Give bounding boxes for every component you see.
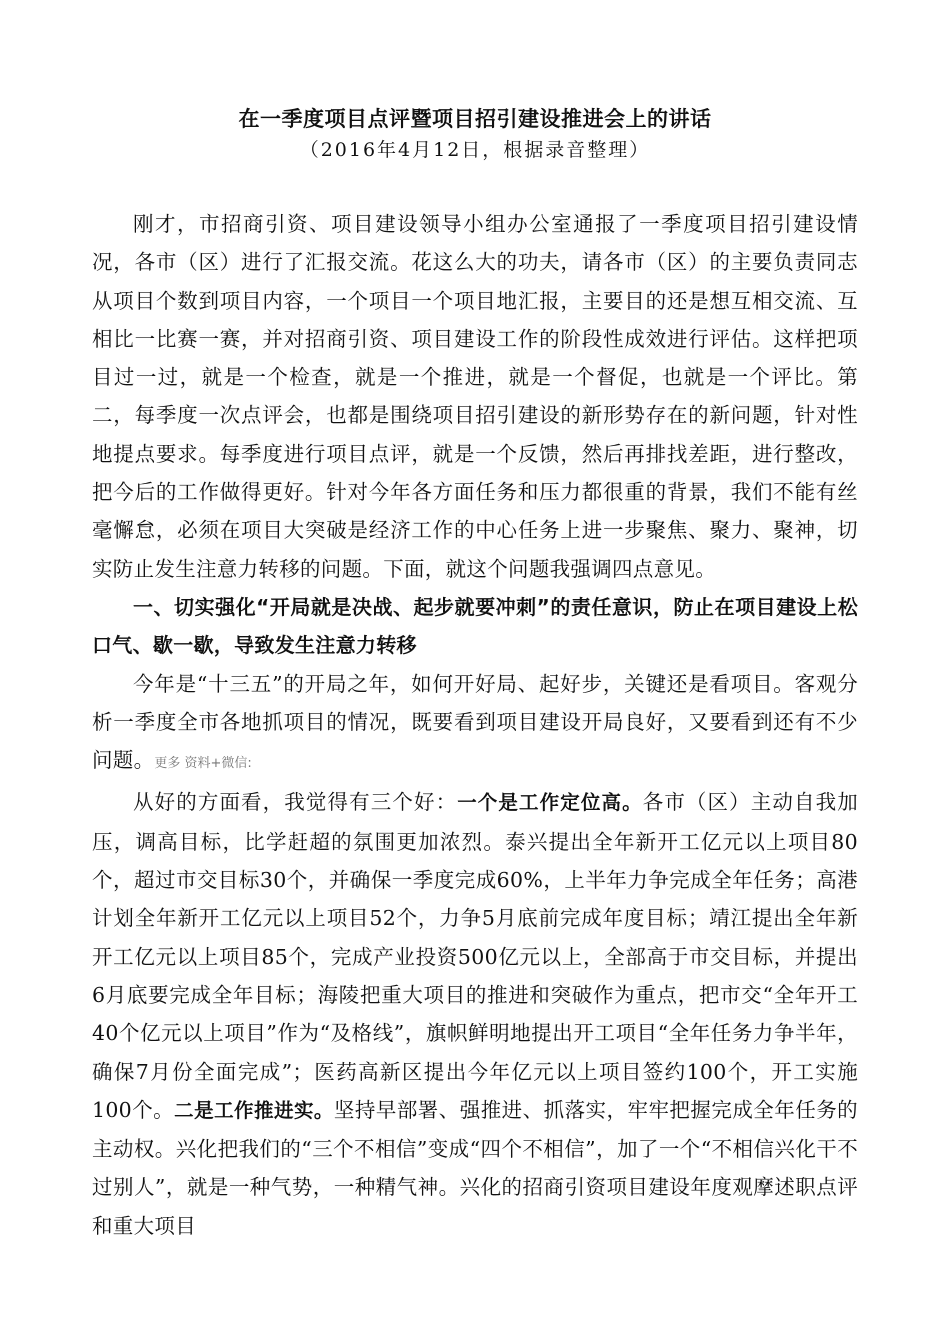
paragraph-good-aspects [92,783,858,1245]
section-heading-1: 一、切实强化“开局就是决战、起步就要冲刺”的责任意识，防止在项目建设上松口气、歇一歇，导致发生注意力转移 [92,594,858,658]
point-2-heading: 二是工作推进实。 [174,1098,334,1122]
document-body [92,205,858,1245]
point-1-heading: 一个是工作定位高。 [457,791,643,815]
paragraph-good-aspects-lead: 从好的方面看，我觉得有三个好： [133,790,458,815]
watermark-note: 更多 资料+微信: [154,756,252,772]
paragraph-overview [92,665,858,784]
point-2-text: 坚持早部署、强推进、抓落实，牢牢把握完成全年任务的主动权。兴化把我们的“三个不相信”变成“四个不相信”，加了一个“不相信兴化干不过别人”，就是一种气势，一种精气神。兴化的招商引资项目建设年度观摩述职点评和重大项目 [92,1097,858,1238]
document-subtitle: （2016年4月12日，根据录音整理） [299,139,651,161]
paragraph-overview-text: 今年是“十三五”的开局之年，如何开好局、起好步，关键还是看项目。客观分析一季度全市各地抓项目的情况，既要看到项目建设开局良好，又要看到还有不少问题。 [92,671,858,773]
point-1-text: 各市（区）主动自我加压，调高目标，比学赶超的氛围更加浓烈。泰兴提出全年新开工亿元以上项目80个，超过市交目标30个，并确保一季度完成60%，上半年力争完成全年任务；高港计划全年新开工亿元以上项目52个，力争5月底前完成年度目标；靖江提出全年新开工亿元以上项目85个，完成产业投资500亿元以上，全部高于市交目标，并提出6月底要完成全年目标；海陵把重大项目的推进和突破作为重点，把市交“全年开工40个亿元以上项目”作为“及格线”，旗帜鲜明地提出开工项目“全年任务力争半年，确保7月份全面完成”；医药高新区提出今年亿元以上项目签约100个，开工实施100个。 [92,790,859,1122]
paragraph-intro: 刚才，市招商引资、项目建设领导小组办公室通报了一季度项目招引建设情况，各市（区）进行了汇报交流。花这么大的功夫，请各市（区）的主要负责同志从项目个数到项目内容，一个项目一个项目地汇报，主要目的还是想互相交流、互相比一比赛一赛，并对招商引资、项目建设工作的阶段性成效进行评估。这样把项目过一过，就是一个检查，就是一个推进，就是一个督促，也就是一个评比。第二，每季度一次点评会，也都是围绕项目招引建设的新形势存在的新问题，针对性地提点要求。每季度进行项目点评，就是一个反馈，然后再排找差距，进行整改，把今后的工作做得更好。针对今年各方面任务和压力都很重的背景，我们不能有丝毫懈怠，必须在项目大突破是经济工作的中心任务上进一步聚焦、聚力、聚神，切实防止发生注意力转移的问题。下面，就这个问题我强调四点意见。 [92,212,858,581]
document-title: 在一季度项目点评暨项目招引建设推进会上的讲话 [238,106,712,131]
